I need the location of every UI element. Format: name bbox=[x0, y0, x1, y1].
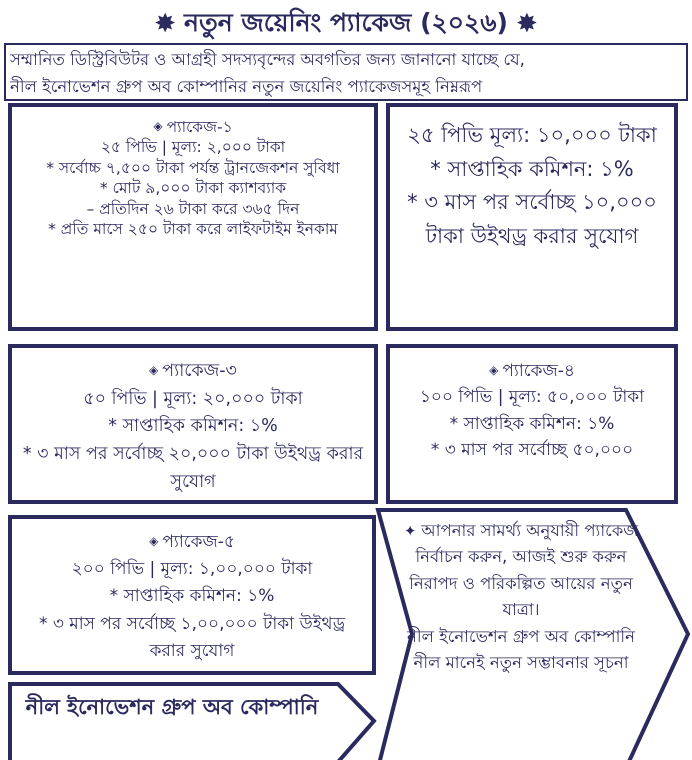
package-2-price: ২৫ পিভি মূল্য: ১০,০০০ টাকা bbox=[407, 123, 657, 147]
diamond-icon: ◈ bbox=[489, 363, 499, 377]
package-4-header bbox=[398, 358, 666, 384]
package-3-benefit-2: * ৩ মাস পর সর্বোচ্ছ ২০,০০০ টাকা উইথড্র করার সুযোগ bbox=[22, 443, 364, 492]
package-1-benefit-2: * মোট ৯,০০০ টাকা ক্যাশব্যাক bbox=[99, 179, 287, 198]
package-1-name: প্যাকেজ-১ bbox=[166, 118, 233, 136]
package-2-benefit-1: * সাপ্তাহিক কমিশন: ১% bbox=[430, 156, 634, 181]
package-4-name: প্যাকেজ-৪ bbox=[502, 361, 575, 381]
promo-line-3: নীল মানেই নতুন সম্ভাবনার সূচনা bbox=[413, 652, 629, 672]
maple-leaf-icon: ✸ bbox=[515, 9, 538, 39]
package-1-card bbox=[8, 103, 378, 331]
promo-line-2: নীল ইনোভেশন গ্রুপ অব কোম্পানি bbox=[407, 626, 635, 646]
package-5-benefit-1: * সাপ্তাহিক কমিশন: ১% bbox=[109, 586, 275, 607]
package-3-benefit-1: * সাপ্তাহিক কমিশন: ১% bbox=[108, 416, 278, 437]
diamond-icon: ◈ bbox=[149, 534, 159, 548]
package-3-header bbox=[20, 358, 366, 386]
package-4-card bbox=[386, 344, 678, 504]
promo-banner bbox=[376, 508, 692, 760]
footer-company-banner bbox=[8, 682, 378, 760]
sparkle-icon: ✦ bbox=[403, 522, 422, 540]
promo-line-1 bbox=[390, 518, 652, 624]
package-5-name: প্যাকেজ-৫ bbox=[162, 532, 235, 552]
package-1-header bbox=[20, 117, 366, 137]
diamond-icon: ◈ bbox=[153, 119, 163, 133]
package-3-price: ৫০ পিভি | মূল্য: ২০,০০০ টাকা bbox=[83, 388, 303, 409]
intro-line-2: নীল ইনোভেশন গ্রুপ অব কোম্পানির নতুন জয়েনিং প্যাকেজসমূহ নিম্নরূপ bbox=[10, 77, 483, 96]
maple-leaf-icon: ✸ bbox=[154, 9, 177, 39]
page-title bbox=[0, 4, 692, 44]
package-4-benefit-1: * সাপ্তাহিক কমিশন: ১% bbox=[449, 413, 615, 434]
package-4-price: ১০০ পিভি | মূল্য: ৫০,০০০ টাকা bbox=[419, 387, 645, 408]
package-1-benefit-3: – প্রতিদিন ২৬ টাকা করে ৩৬৫ দিন bbox=[86, 199, 300, 218]
diamond-icon: ◈ bbox=[149, 363, 159, 377]
intro-notice bbox=[4, 43, 688, 101]
package-2-benefit-2: * ৩ মাস পর সর্বোচ্ছ ১০,০০০ টাকা উইথড্র করার সুযোগ bbox=[407, 190, 657, 248]
package-1-benefit-1: * সর্বোচ্চ ৭,৫০০ টাকা পর্যন্ত ট্রানজেকশন সুবিধা bbox=[46, 158, 340, 177]
promo-message: আপনার সামর্থ্য অনুযায়ী প্যাকেজ নির্বাচন করুন, আজই শুরু করুন নিরাপদ ও পরিকল্পিত আয়ের নতুন যাত্রা। bbox=[409, 521, 639, 620]
package-5-price: ২০০ পিভি | মূল্য: ১,০০,০০০ টাকা bbox=[71, 559, 313, 580]
package-2-card bbox=[386, 103, 678, 331]
package-4-benefit-2: * ৩ মাস পর সর্বোচ্ছ ৫০,০০০ bbox=[430, 440, 634, 461]
package-1-benefit-4: * প্রতি মাসে ২৫০ টাকা করে লাইফটাইম ইনকাম bbox=[48, 220, 338, 239]
intro-line-1: সম্মানিত ডিস্ট্রিবিউটর ও আগ্রহী সদস্যবৃন্দের অবগতির জন্য জানানো যাচ্ছে যে, bbox=[10, 50, 525, 69]
footer-company-name: নীল ইনোভেশন গ্রুপ অব কোম্পানি bbox=[25, 695, 319, 719]
package-3-name: প্যাকেজ-৩ bbox=[162, 361, 237, 381]
package-5-card bbox=[8, 515, 376, 675]
title-text: নতুন জয়েনিং প্যাকেজ (২০২৬) bbox=[184, 7, 508, 37]
promo-text bbox=[390, 518, 652, 676]
package-5-benefit-2: * ৩ মাস পর সর্বোচ্ছ ১,০০,০০০ টাকা উইথড্র করার সুযোগ bbox=[38, 613, 346, 661]
package-5-header bbox=[20, 529, 364, 556]
package-3-card bbox=[8, 344, 378, 504]
package-1-price: ২৫ পিভি | মূল্য: ২,০০০ টাকা bbox=[100, 138, 286, 157]
